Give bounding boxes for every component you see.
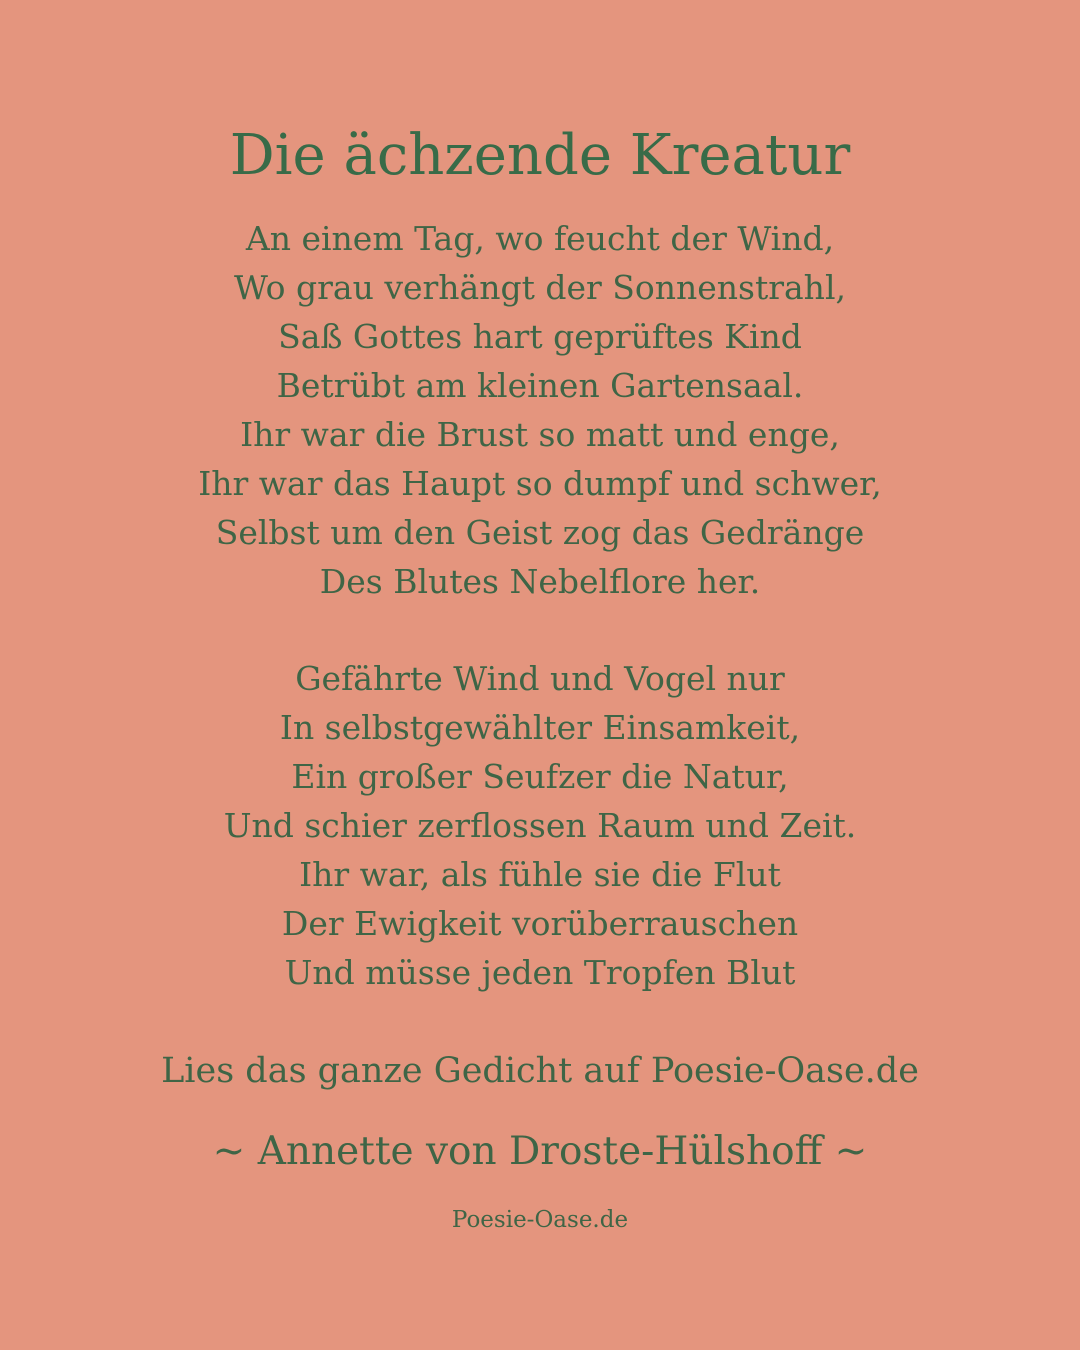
verse-line: Und schier zerflossen Raum und Zeit. bbox=[223, 806, 857, 845]
verse-line: Ihr war das Haupt so dumpf und schwer, bbox=[198, 464, 882, 503]
verse-line: Ein großer Seufzer die Natur, bbox=[291, 757, 789, 796]
stanza-1 bbox=[0, 214, 1080, 606]
poem-title: Die ächzende Kreatur bbox=[229, 123, 851, 188]
site-watermark: Poesie-Oase.de bbox=[451, 1207, 629, 1233]
verse-line: Ihr war, als fühle sie die Flut bbox=[299, 855, 781, 894]
verse-line: Selbst um den Geist zog das Gedränge bbox=[215, 513, 865, 552]
verse-line: In selbstgewählter Einsamkeit, bbox=[279, 708, 801, 747]
verse-line: Saß Gottes hart geprüftes Kind bbox=[278, 317, 802, 356]
verse-line: Der Ewigkeit vorüberrauschen bbox=[281, 904, 799, 943]
verse-line: An einem Tag, wo feucht der Wind, bbox=[245, 219, 835, 258]
author-name: ~ Annette von Droste-Hülshoff ~ bbox=[212, 1129, 868, 1174]
verse-line: Gefährte Wind und Vogel nur bbox=[295, 659, 785, 698]
read-full-poem-text: Lies das ganze Gedicht auf Poesie-Oase.de bbox=[161, 1051, 919, 1091]
verse-line: Ihr war die Brust so matt und enge, bbox=[240, 415, 840, 454]
verse-line: Wo grau verhängt der Sonnenstrahl, bbox=[234, 268, 846, 307]
stanza-2 bbox=[0, 654, 1080, 997]
verse-line: Und müsse jeden Tropfen Blut bbox=[284, 953, 796, 992]
verse-line: Des Blutes Nebelflore her. bbox=[319, 562, 761, 601]
verse-line: Betrübt am kleinen Gartensaal. bbox=[276, 366, 804, 405]
